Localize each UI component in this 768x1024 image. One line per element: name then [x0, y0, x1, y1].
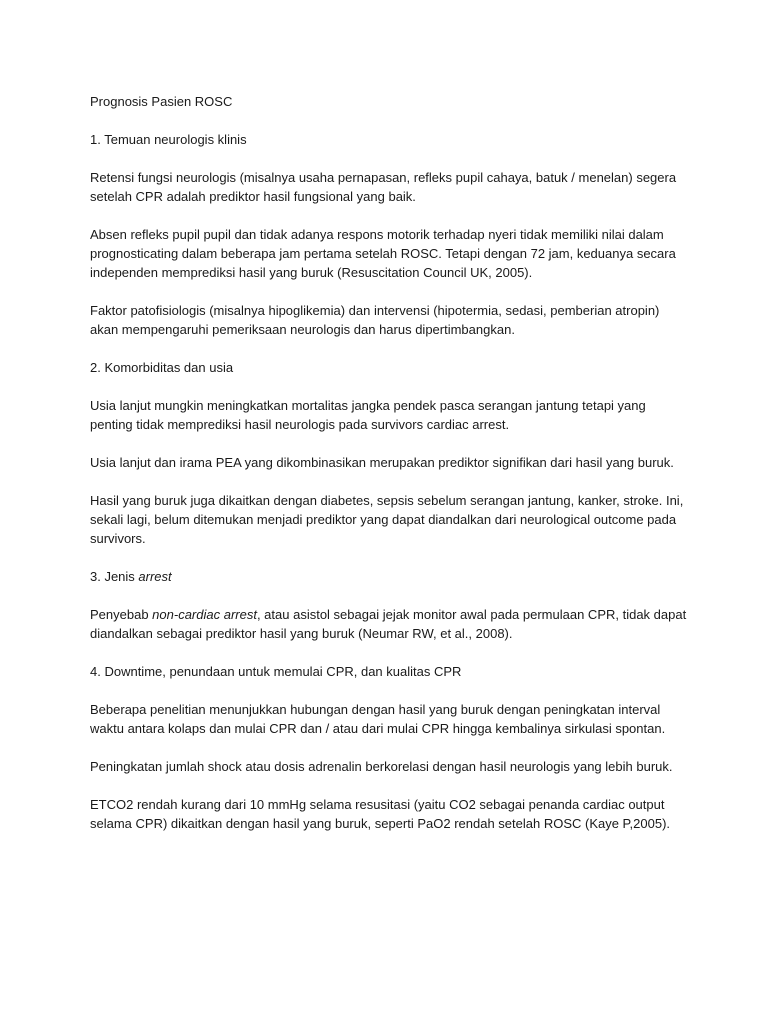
paragraph-3-1-suffix: , atau asistol sebagai jejak monitor awal pada permulaan CPR, tidak dapat diandalkan sebagai prediktor hasil yang buruk (Neumar RW, et al., 2008).	[90, 607, 687, 641]
paragraph-2-1: Usia lanjut mungkin meningkatkan mortalitas jangka pendek pasca serangan jantung tetapi yang penting tidak memprediksi hasil neurologis pada survivors cardiac arrest.	[90, 398, 646, 432]
paragraph-1-2: Absen refleks pupil pupil dan tidak adanya respons motorik terhadap nyeri tidak memiliki nilai dalam prognosticating dalam beberapa jam pertama setelah ROSC. Tetapi dengan 72 jam, keduanya secara independen memprediksi hasil yang buruk (Resuscitation Council UK, 2005).	[90, 227, 676, 280]
paragraph-4-3: ETCO2 rendah kurang dari 10 mmHg selama resusitasi (yaitu CO2 sebagai penanda cardiac output selama CPR) dikaitkan dengan hasil yang buruk, seperti PaO2 rendah setelah ROSC (Kaye P,2005).	[90, 797, 671, 831]
paragraph-2-3: Hasil yang buruk juga dikaitkan dengan diabetes, sepsis sebelum serangan jantung, kanker, stroke. Ini, sekali lagi, belum ditemukan menjadi prediktor yang dapat diandalkan dari neurological outcome pada survivors.	[90, 493, 684, 546]
paragraph-4-1: Beberapa penelitian menunjukkan hubungan dengan hasil yang buruk dengan peningkatan interval waktu antara kolaps dan mulai CPR dan / atau dari mulai CPR hingga kembalinya sirkulasi spontan.	[90, 702, 666, 736]
section-heading-1: 1. Temuan neurologis klinis	[90, 132, 247, 147]
paragraph-1-1: Retensi fungsi neurologis (misalnya usaha pernapasan, refleks pupil cahaya, batuk / menelan) segera setelah CPR adalah prediktor hasil fungsional yang baik.	[90, 170, 677, 204]
section-heading-4: 4. Downtime, penundaan untuk memulai CPR, dan kualitas CPR	[90, 664, 462, 679]
paragraph-4-2: Peningkatan jumlah shock atau dosis adrenalin berkorelasi dengan hasil neurologis yang lebih buruk.	[90, 759, 673, 774]
section-heading-2: 2. Komorbiditas dan usia	[90, 360, 234, 375]
paragraph-3-1-prefix: Penyebab	[90, 607, 153, 622]
document-page	[90, 92, 690, 852]
paragraph-1-3: Faktor patofisiologis (misalnya hipoglikemia) dan intervensi (hipotermia, sedasi, pemberian atropin) akan mempengaruhi pemeriksaan neurologis dan harus dipertimbangkan.	[90, 303, 660, 337]
paragraph-2-2: Usia lanjut dan irama PEA yang dikombinasikan merupakan prediktor signifikan dari hasil yang buruk.	[90, 455, 674, 470]
section-heading-3-italic: arrest	[138, 569, 172, 584]
section-heading-3-prefix: 3. Jenis	[90, 569, 139, 584]
paragraph-3-1	[90, 605, 690, 643]
paragraph-3-1-italic: non-cardiac arrest	[152, 607, 257, 622]
document-title: Prognosis Pasien ROSC	[90, 94, 233, 109]
section-heading-3	[90, 567, 690, 586]
